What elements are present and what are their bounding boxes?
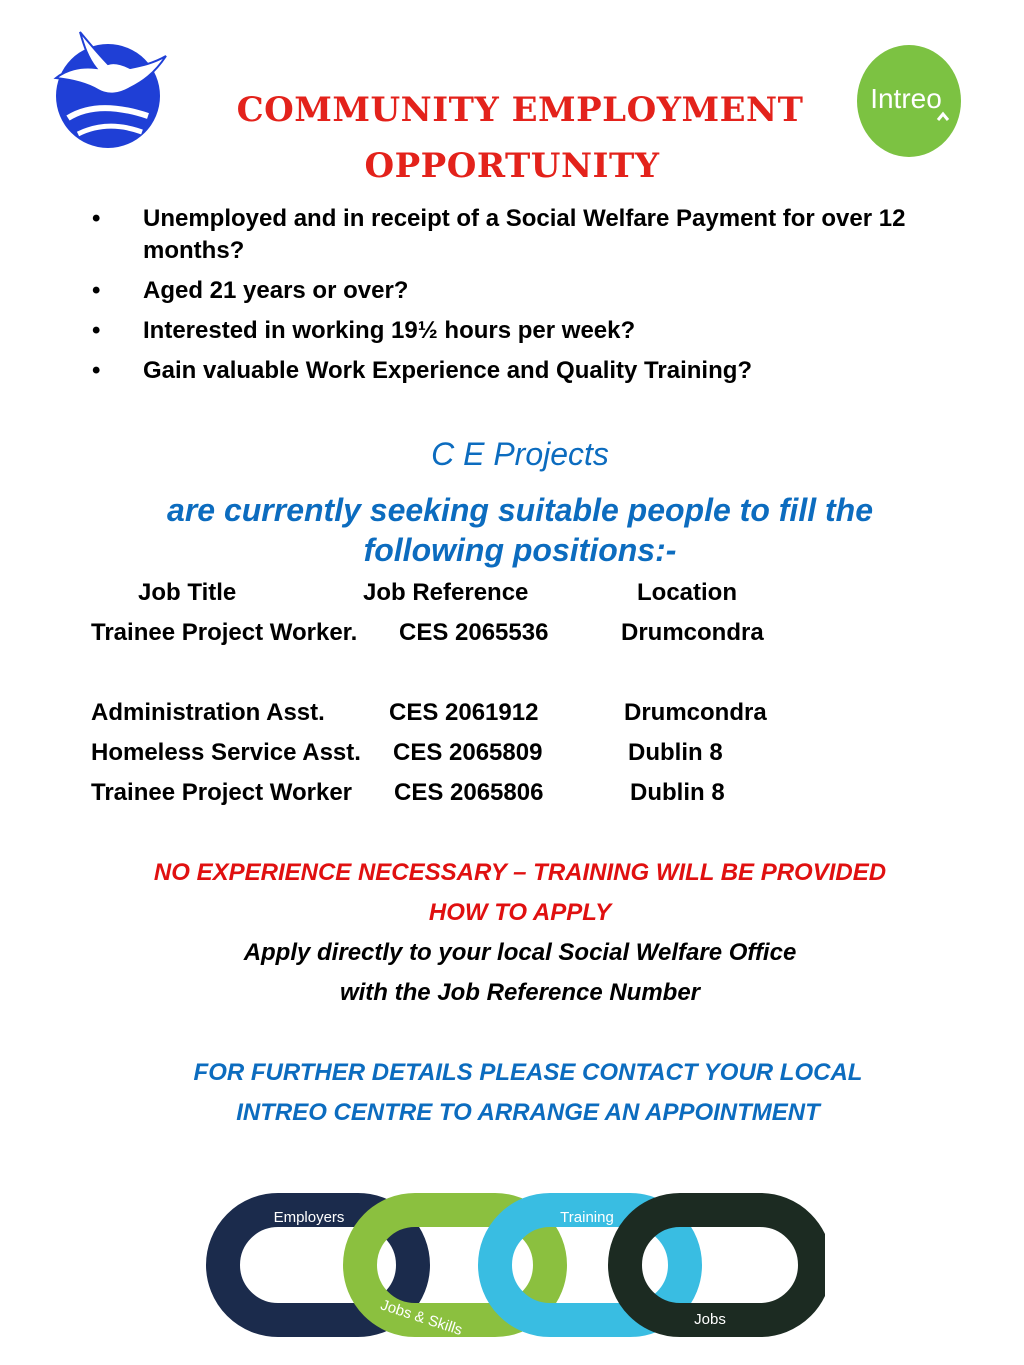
- job-title-cell: Homeless Service Asst.: [91, 739, 361, 766]
- apply-instructions-line-2: with the Job Reference Number: [339, 979, 701, 1006]
- eligibility-list: [88, 203, 918, 395]
- job-reference-cell: CES 2061912: [389, 699, 539, 726]
- page-title-line-1: COMMUNITY EMPLOYMENT: [236, 90, 804, 130]
- eligibility-item: • Unemployed and in receipt of a Social Welfare Payment for over 12 months?: [88, 203, 918, 267]
- column-header-job-reference: Job Reference: [363, 579, 529, 606]
- chain-label-training: Training: [560, 1209, 614, 1226]
- projects-subheading: are currently seeking suitable people to fill the following positions:-: [167, 492, 873, 568]
- page-title-line-2: OPPORTUNITY: [364, 146, 660, 186]
- eligibility-item: • Interested in working 19½ hours per week?: [88, 315, 918, 347]
- projects-heading: C E Projects: [431, 436, 609, 472]
- job-title-cell: Trainee Project Worker: [91, 779, 352, 806]
- jobs-table: [0, 575, 1024, 820]
- job-location-cell: Drumcondra: [621, 619, 764, 646]
- chain-link-jobs: [625, 1210, 815, 1320]
- column-header-location: Location: [637, 579, 737, 606]
- no-experience-notice: NO EXPERIENCE NECESSARY – TRAINING WILL BE PROVIDED: [153, 859, 887, 886]
- contact-line-2: INTREO CENTRE TO ARRANGE AN APPOINTMENT: [236, 1099, 820, 1126]
- column-header-job-title: Job Title: [138, 579, 237, 606]
- job-reference-cell: CES 2065809: [393, 739, 543, 766]
- job-title-cell: Trainee Project Worker.: [91, 619, 358, 646]
- chain-label-jobs-skills: Jobs & Skills: [378, 1296, 465, 1339]
- job-location-cell: Dublin 8: [630, 779, 725, 806]
- apply-instructions-line-1: Apply directly to your local Social Welfare Office: [243, 939, 797, 966]
- how-to-apply-heading: HOW TO APPLY: [428, 899, 612, 926]
- chain-label-jobs: Jobs: [694, 1311, 726, 1328]
- chain-links-graphic: [205, 1190, 825, 1340]
- intreo-logo-text: Intreo: [870, 83, 942, 114]
- job-location-cell: Dublin 8: [628, 739, 723, 766]
- chain-label-employers: Employers: [273, 1209, 345, 1226]
- job-title-cell: Administration Asst.: [91, 699, 325, 726]
- job-location-cell: Drumcondra: [624, 699, 767, 726]
- job-reference-cell: CES 2065536: [399, 619, 549, 646]
- eligibility-item: • Aged 21 years or over?: [88, 275, 918, 307]
- job-reference-cell: CES 2065806: [394, 779, 544, 806]
- eligibility-item: • Gain valuable Work Experience and Quality Training?: [88, 355, 918, 387]
- contact-line-1: FOR FURTHER DETAILS PLEASE CONTACT YOUR LOCAL: [193, 1059, 863, 1086]
